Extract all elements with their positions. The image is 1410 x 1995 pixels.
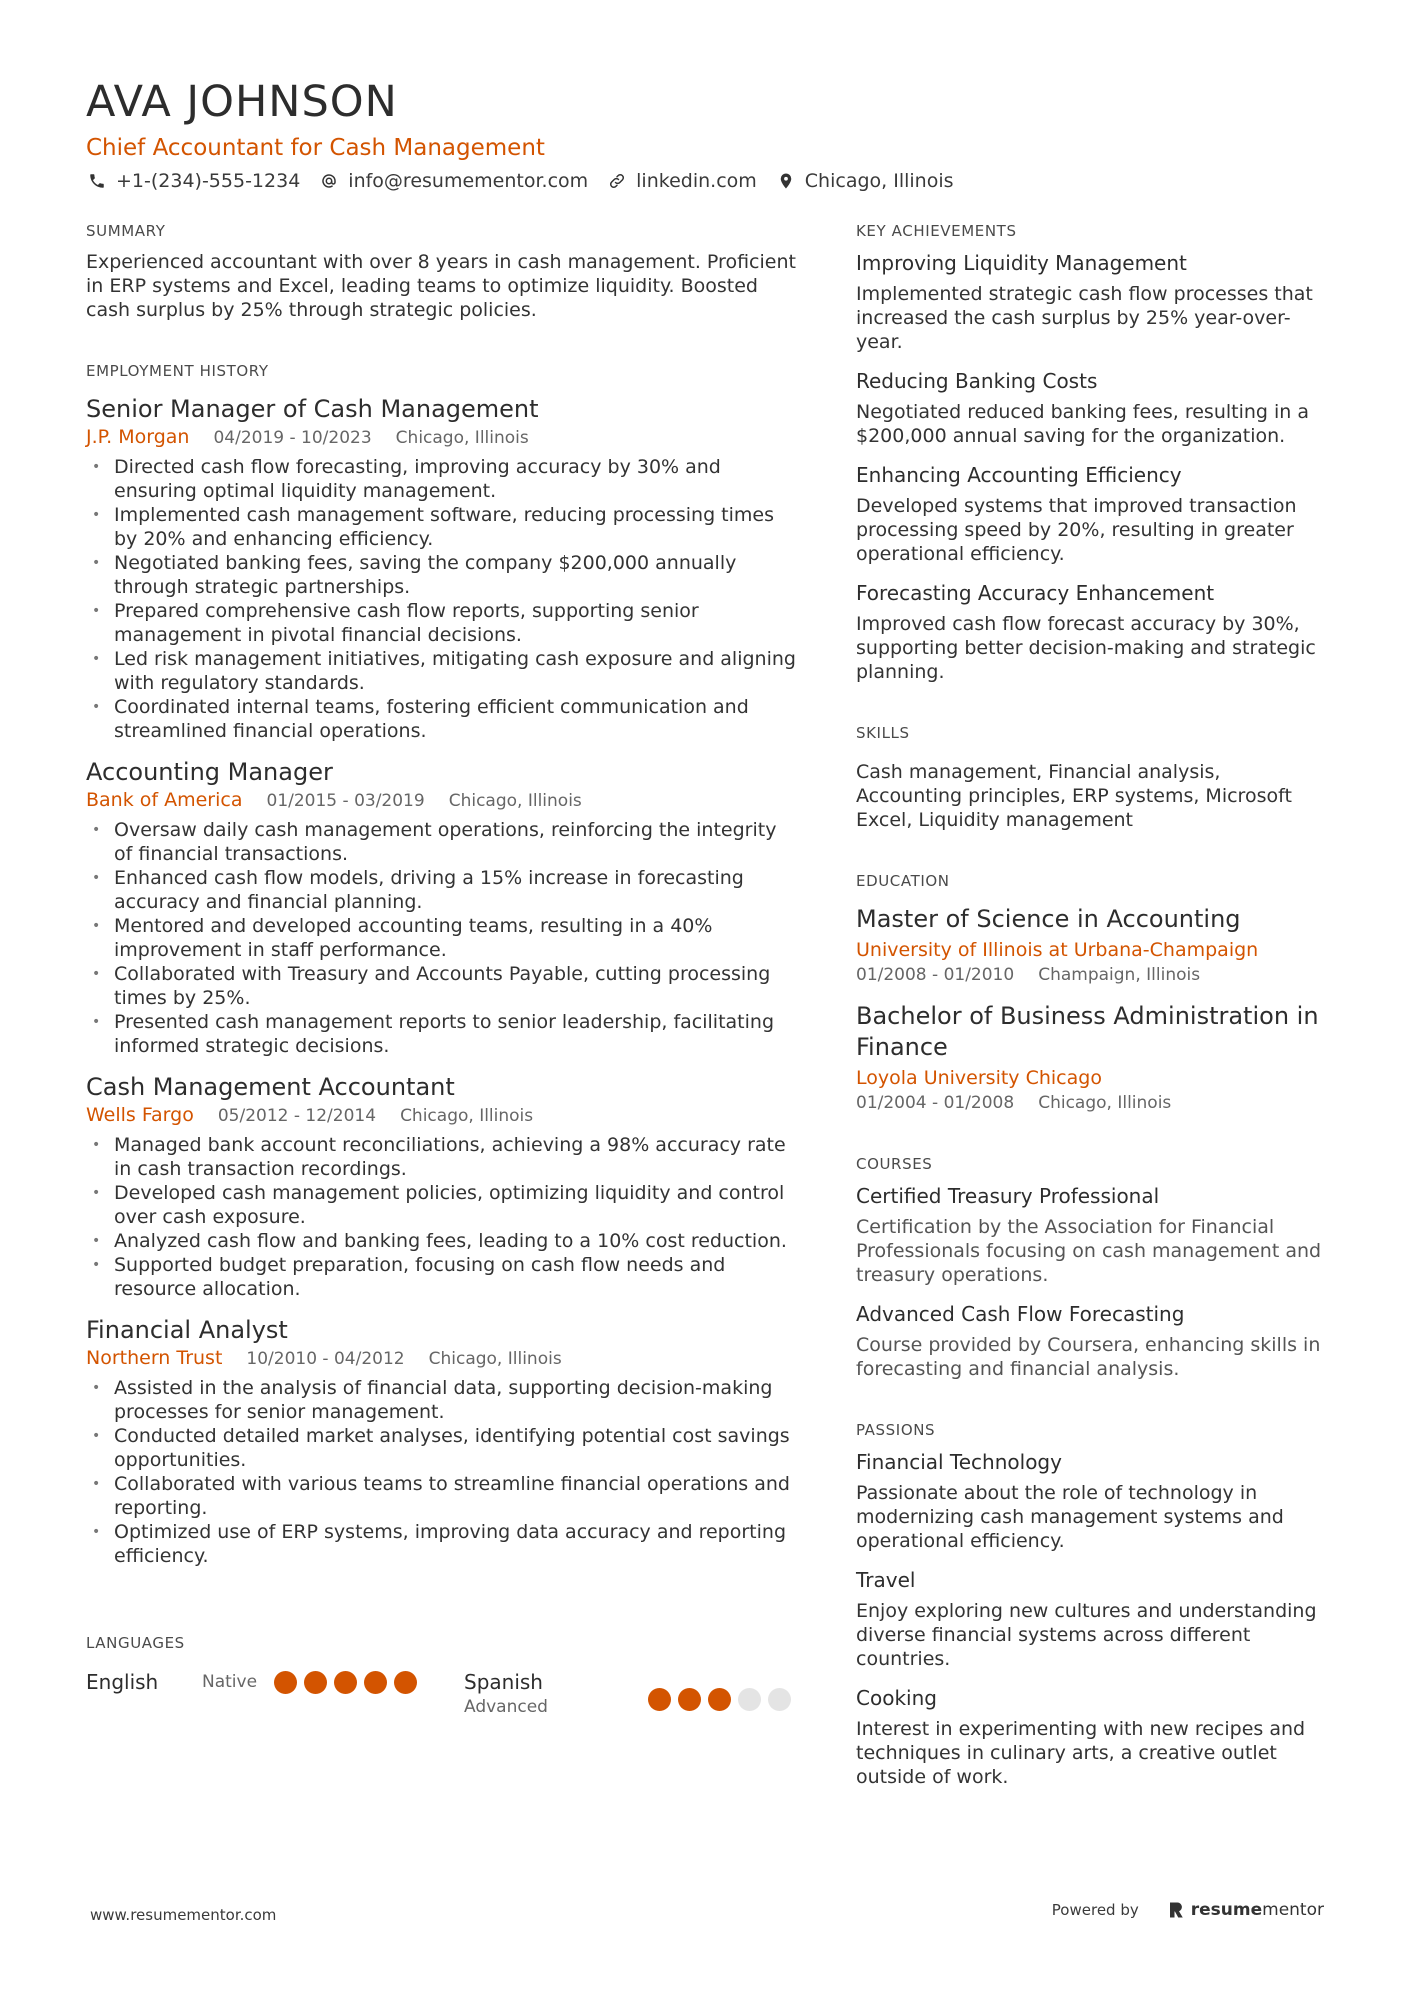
job-bullet: • Coordinated internal teams, fostering efficient communication and streamlined financial operations. [86,695,798,743]
job-company: Wells Fargo [86,1104,194,1126]
language-name: Spanish [464,1670,543,1694]
job-bullet: • Mentored and developed accounting teams, resulting in a 40% improvement in staff performance. [86,914,798,962]
job-bullet: • Negotiated banking fees, saving the company $200,000 annually through strategic partnerships. [86,551,798,599]
passion-text: Interest in experimenting with new recipes and techniques in culinary arts, a creative outlet outside of work. [856,1718,1306,1788]
left-column [86,218,798,1568]
job-meta [86,1345,798,1372]
contact-linkedin-text: linkedin.com [636,170,757,192]
job-bullet: • Enhanced cash flow models, driving a 15% increase in forecasting accuracy and financial planning. [86,866,798,914]
job-bullet: • Optimized use of ERP systems, improving data accuracy and reporting efficiency. [86,1520,798,1568]
achievements-section [856,218,1331,684]
skills-text: Cash management, Financial analysis, Accounting principles, ERP systems, Microsoft Excel, Liquidity management [856,761,1292,831]
job-bullet: • Prepared comprehensive cash flow reports, supporting senior management in pivotal financial decisions. [86,599,798,647]
candidate-name: AVA JOHNSON [86,77,398,127]
contact-phone-text: +1-(234)-555-1234 [116,170,301,192]
job-location: Chicago, Illinois [428,1349,562,1369]
achievement-item [856,250,1331,354]
job-bullet: • Developed cash management policies, optimizing liquidity and control over cash exposure. [86,1181,798,1229]
job-dates: 04/2019 - 10/2023 [213,428,372,448]
contact-location [775,170,954,192]
rating-dot-filled [364,1671,387,1694]
job-bullet: • Collaborated with Treasury and Accounts Payable, cutting processing times by 25%. [86,962,798,1010]
footer-brand [1052,1900,1324,1920]
course-text: Course provided by Coursera, enhancing skills in forecasting and financial analysis. [856,1334,1321,1380]
phone-icon [86,170,108,192]
language-name: English [86,1670,159,1694]
contact-email-text: info@resumementor.com [348,170,589,192]
at-icon [318,170,340,192]
languages-section [86,1630,798,1718]
summary-heading: SUMMARY [86,222,166,240]
course-title: Certified Treasury Professional [856,1184,1160,1208]
passion-title: Travel [856,1568,916,1592]
language-level: Advanced [464,1697,548,1717]
language-rating [648,1688,798,1718]
job-bullets [86,1133,798,1301]
education-item [856,1001,1331,1115]
education-item [856,904,1331,987]
rating-dot-filled [678,1688,701,1711]
job-bullets [86,818,798,1058]
job-title: Accounting Manager [86,758,333,786]
job-bullets [86,1376,798,1568]
achievement-item [856,368,1331,448]
education-location: Chicago, Illinois [1038,1093,1172,1113]
job-location: Chicago, Illinois [400,1106,534,1126]
course-text: Certification by the Association for Financial Professionals focusing on cash management and treasury operations. [856,1216,1322,1286]
achievement-title: Enhancing Accounting Efficiency [856,463,1182,487]
passion-item [856,1449,1331,1553]
course-title: Advanced Cash Flow Forecasting [856,1302,1185,1326]
contact-linkedin[interactable] [606,170,757,192]
course-item [856,1301,1331,1381]
courses-heading: COURSES [856,1155,933,1173]
footer-website[interactable]: www.resumementor.com [90,1906,277,1924]
rating-dot-filled [708,1688,731,1711]
passions-section [856,1417,1331,1789]
powered-by-label: Powered by [1051,1901,1139,1919]
job-title: Financial Analyst [86,1316,288,1344]
job-entry [86,1315,798,1568]
resume-header [86,74,1326,192]
job-location: Chicago, Illinois [448,791,582,811]
passion-text: Enjoy exploring new cultures and understanding diverse financial systems across different countries. [856,1600,1317,1670]
job-title: Cash Management Accountant [86,1073,455,1101]
job-bullet: • Analyzed cash flow and banking fees, leading to a 10% cost reduction. [86,1229,798,1253]
achievement-title: Forecasting Accuracy Enhancement [856,581,1215,605]
education-dates: 01/2008 - 01/2010 [856,965,1015,985]
job-bullet: • Managed bank account reconciliations, achieving a 98% accuracy rate in cash transaction recordings. [86,1133,798,1181]
education-location: Champaign, Illinois [1038,965,1201,985]
education-heading: EDUCATION [856,872,950,890]
job-entry [86,394,798,743]
skills-heading: SKILLS [856,724,910,742]
employment-section [86,358,798,1568]
achievement-text: Implemented strategic cash flow processes that increased the cash surplus by 25% year-over-year. [856,283,1313,353]
passion-text: Passionate about the role of technology in modernizing cash management systems and operational efficiency. [856,1482,1284,1552]
link-icon [606,170,628,192]
education-degree: Master of Science in Accounting [856,905,1241,933]
languages-heading: LANGUAGES [86,1634,185,1652]
achievement-text: Improved cash flow forecast accuracy by 30%, supporting better decision-making and strategic planning. [856,613,1316,683]
passions-heading: PASSIONS [856,1421,936,1439]
education-meta [856,963,1331,987]
education-school: Loyola University Chicago [856,1067,1102,1089]
rating-dot-empty [738,1688,761,1711]
job-bullet: • Directed cash flow forecasting, improving accuracy by 30% and ensuring optimal liquidity management. [86,455,798,503]
education-section [856,868,1331,1115]
brand-rest: mentor [1262,1900,1324,1920]
language-rating [274,1671,424,1694]
passion-item [856,1567,1331,1671]
rating-dot-filled [304,1671,327,1694]
rating-dot-filled [394,1671,417,1694]
job-meta [86,1102,798,1129]
achievement-text: Developed systems that improved transaction processing speed by 20%, resulting in greater operational efficiency. [856,495,1297,565]
right-column [856,218,1331,1789]
job-dates: 01/2015 - 03/2019 [266,791,425,811]
achievement-title: Improving Liquidity Management [856,251,1187,275]
job-bullet: • Conducted detailed market analyses, identifying potential cost savings opportunities. [86,1424,798,1472]
job-bullet: • Presented cash management reports to senior leadership, facilitating informed strategic decisions. [86,1010,798,1058]
job-dates: 05/2012 - 12/2014 [217,1106,377,1126]
contact-location-text: Chicago, Illinois [804,170,954,192]
languages-row [86,1668,798,1718]
rating-dot-empty [768,1688,791,1711]
job-bullet: • Collaborated with various teams to streamline financial operations and reporting. [86,1472,798,1520]
job-bullets [86,455,798,743]
job-bullet: • Oversaw daily cash management operations, reinforcing the integrity of financial transactions. [86,818,798,866]
language-item [464,1668,798,1718]
brand-bold: resume [1190,1900,1263,1920]
education-school: University of Illinois at Urbana-Champaign [856,939,1259,961]
contact-email[interactable] [318,170,588,192]
location-pin-icon [775,170,797,192]
job-location: Chicago, Illinois [395,428,529,448]
resumementor-logo-icon [1167,1901,1185,1919]
achievements-heading: KEY ACHIEVEMENTS [856,222,1017,240]
achievement-item [856,580,1331,684]
contact-phone[interactable] [86,170,300,192]
job-entry [86,1072,798,1301]
job-company: Northern Trust [86,1347,223,1369]
passion-title: Cooking [856,1686,937,1710]
job-bullet: • Assisted in the analysis of financial data, supporting decision-making processes for senior management. [86,1376,798,1424]
rating-dot-filled [648,1688,671,1711]
job-company: J.P. Morgan [86,426,190,448]
rating-dot-filled [274,1671,297,1694]
course-item [856,1183,1331,1287]
education-meta [856,1091,1331,1115]
rating-dot-filled [334,1671,357,1694]
job-bullet: • Supported budget preparation, focusing on cash flow needs and resource allocation. [86,1253,798,1301]
brand-logo[interactable] [1167,1900,1324,1920]
summary-text: Experienced accountant with over 8 years in cash management. Proficient in ERP systems and Excel, leading teams to optimize liquidity. Boosted cash surplus by 25% through strategic policies. [86,251,796,321]
achievement-item [856,462,1331,566]
job-title: Senior Manager of Cash Management [86,395,539,423]
employment-heading: EMPLOYMENT HISTORY [86,362,269,380]
job-bullet: • Led risk management initiatives, mitigating cash exposure and aligning with regulatory standards. [86,647,798,695]
job-meta [86,424,798,451]
job-entry [86,757,798,1058]
education-dates: 01/2004 - 01/2008 [856,1093,1015,1113]
achievement-title: Reducing Banking Costs [856,369,1098,393]
contact-bar [86,170,1326,192]
passion-item [856,1685,1331,1789]
job-dates: 10/2010 - 04/2012 [246,1349,405,1369]
summary-section [86,218,798,322]
language-level: Native [202,1672,258,1692]
candidate-title: Chief Accountant for Cash Management [86,135,545,161]
achievement-text: Negotiated reduced banking fees, resulting in a $200,000 annual saving for the organization. [856,401,1310,447]
education-degree: Bachelor of Business Administration in Finance [856,1002,1319,1061]
job-meta [86,787,798,814]
job-bullet: • Implemented cash management software, reducing processing times by 20% and enhancing efficiency. [86,503,798,551]
skills-section [856,720,1331,832]
language-item [86,1668,464,1718]
passion-title: Financial Technology [856,1450,1062,1474]
job-company: Bank of America [86,789,243,811]
courses-section [856,1151,1331,1381]
